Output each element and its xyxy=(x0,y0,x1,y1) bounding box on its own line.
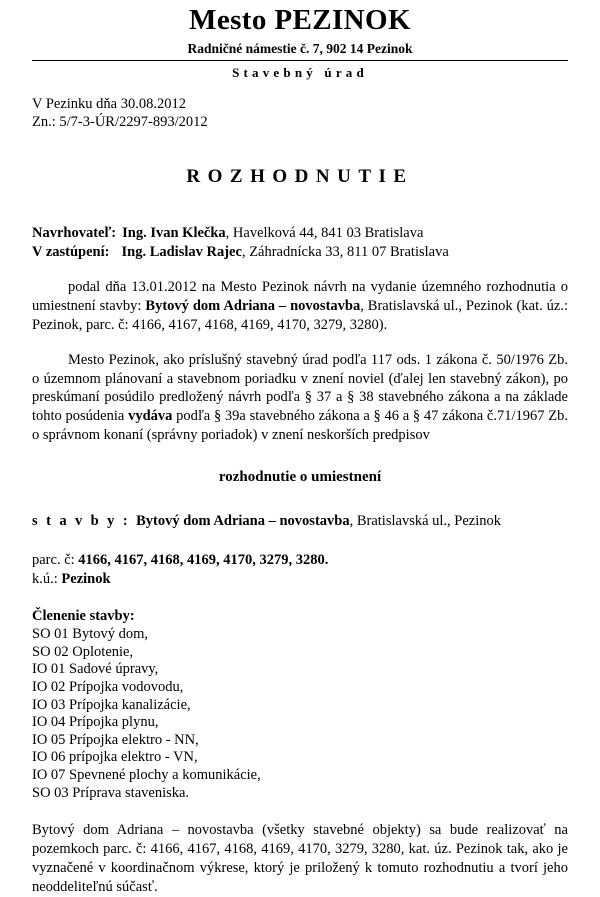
place-and-date: V Pezinku dňa 30.08.2012 xyxy=(32,95,186,112)
structure-block xyxy=(32,608,568,802)
structure-item: SO 03 Príprava staveniska. xyxy=(32,784,190,801)
structure-item: IO 03 Prípojka kanalizácie, xyxy=(32,696,191,713)
structure-item: IO 06 prípojka elektro - VN, xyxy=(32,749,198,766)
structure-heading: Členenie stavby: xyxy=(32,608,135,625)
representative-label: V zastúpení: xyxy=(32,244,110,261)
structure-item: SO 02 Oplotenie, xyxy=(32,643,134,660)
document-meta xyxy=(32,95,568,132)
representative-address: , Záhradnícka 33, 811 07 Bratislava xyxy=(241,244,449,261)
paragraph-1-part-2: , Bratislavská ul., Pezinok (kat. úz.: Pezinok, parc. č: 4166, 4167, 4168, 4169, 4170, 3279, 3280). xyxy=(32,298,569,333)
organization-title: Mesto PEZINOK xyxy=(189,4,411,36)
building-label: s t a v b y : xyxy=(32,512,131,529)
paragraph-1-building-name: Bytový dom Adriana – novostavba xyxy=(145,298,361,315)
building-line xyxy=(32,512,568,531)
paragraph-1-part-1: podal dňa 13.01.2012 na Mesto Pezinok návrh na vydanie územného rozhodnutia o umiestnení stavby: xyxy=(32,279,568,315)
parcel-numbers-row xyxy=(32,551,568,570)
parcel-numbers: 4166, 4167, 4168, 4169, 4170, 3279, 3280. xyxy=(78,551,329,568)
parcel-label: parc. č: xyxy=(32,551,79,568)
header-divider xyxy=(32,60,568,61)
structure-item: SO 01 Bytový dom, xyxy=(32,626,149,643)
paragraph-2-issues-verb: vydáva xyxy=(128,408,173,425)
parties-block xyxy=(32,224,568,262)
paragraph-application xyxy=(32,278,568,335)
applicant-row xyxy=(32,224,568,243)
parcel-block xyxy=(32,551,568,589)
building-location: , Bratislavská ul., Pezinok xyxy=(349,512,502,529)
paragraph-2-part-2: podľa § 39a stavebného zákona a § 46 a § 47 zákona č.71/1967 Zb. o správnom konaní (správny poriadok) v znení neskorších predpisov xyxy=(32,408,568,444)
applicant-label: Navrhovateľ: xyxy=(32,224,117,241)
structure-item: IO 05 Prípojka elektro - NN, xyxy=(32,731,199,748)
applicant-address: , Havelková 44, 841 03 Bratislava xyxy=(225,224,424,241)
representative-row xyxy=(32,243,568,262)
representative-name: Ing. Ladislav Rajec xyxy=(121,244,242,261)
paragraph-closing: Bytový dom Adriana – novostavba (všetky stavebné objekty) sa bude realizovať na pozemkoch parc. č: 4166, 4167, 4168, 4169, 4170, 3279, 3280, kat. úz. Pezinok tak, ako je vyznačené v koordinačnom výkrese, ktorý je priložený k tomuto rozhodnutiu a tvorí jeho neoddeliteľnú súčasť. xyxy=(32,822,568,895)
structure-item: IO 07 Spevnené plochy a komunikácie, xyxy=(32,766,261,783)
applicant-name: Ing. Ivan Klečka xyxy=(122,224,226,241)
document-title: ROZHODNUTIE xyxy=(186,165,414,187)
structure-item: IO 04 Prípojka plynu, xyxy=(32,714,159,731)
cadastral-value: Pezinok xyxy=(61,570,111,587)
structure-item: IO 01 Sadové úpravy, xyxy=(32,661,159,678)
decision-subheading: rozhodnutie o umiestnení xyxy=(218,468,382,485)
office-name: Stavebný úrad xyxy=(232,64,368,80)
document-page xyxy=(0,4,600,895)
reference-number: Zn.: 5/7-3-ÚR/2297-893/2012 xyxy=(32,114,208,131)
cadastral-row xyxy=(32,570,568,589)
building-name: Bytový dom Adriana – novostavba xyxy=(136,512,350,529)
letterhead xyxy=(32,6,568,81)
cadastral-label: k.ú.: xyxy=(32,570,62,587)
paragraph-2-part-1: Mesto Pezinok, ako príslušný stavebný úrad podľa 117 ods. 1 zákona č. 50/1976 Zb. o územnom plánovaní a stavebnom poriadku v znení noviel (ďalej len stavebný zákon), po preskúmaní posúdilo predložený návrh podľa § 37 a § 38 stavebného zákona a na základe tohto posúdenia xyxy=(32,351,568,425)
structure-item: IO 02 Prípojka vodovodu, xyxy=(32,678,184,695)
paragraph-legal-basis xyxy=(32,351,568,445)
organization-address: Radničné námestie č. 7, 902 14 Pezinok xyxy=(187,41,413,56)
